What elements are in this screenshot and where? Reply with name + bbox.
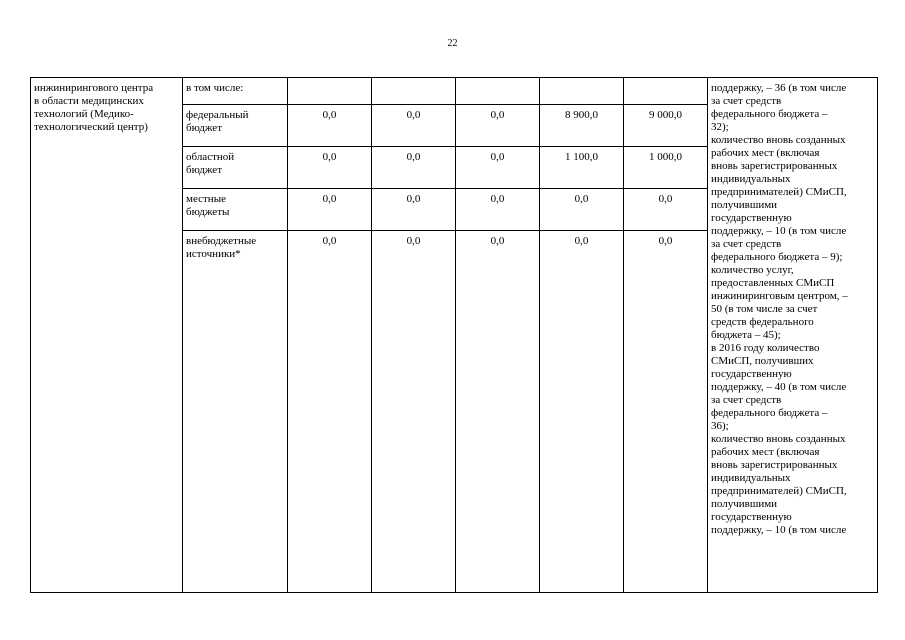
indicator-line: поддержку, – 10 (в том числе bbox=[711, 524, 847, 536]
indicator-line: индивидуальных bbox=[711, 472, 791, 484]
indicator-line: рабочих мест (включая bbox=[711, 147, 820, 159]
funding-source-label bbox=[183, 189, 288, 231]
program-name-cell bbox=[31, 78, 183, 593]
indicator-line: за счет средств bbox=[711, 95, 782, 107]
funding-source-line: в том числе: bbox=[186, 82, 244, 94]
indicator-line: инжиниринговым центром, – bbox=[711, 290, 848, 302]
funding-source-line: местные bbox=[186, 193, 226, 205]
amount-cell: 0,0 bbox=[456, 147, 540, 189]
funding-source-line: внебюджетные bbox=[186, 235, 257, 247]
indicator-line: предоставленных СМиСП bbox=[711, 277, 835, 289]
indicator-line: индивидуальных bbox=[711, 173, 791, 185]
indicator-line: количество вновь созданных bbox=[711, 134, 846, 146]
amount-cell: 0,0 bbox=[288, 147, 372, 189]
amount-cell: 0,0 bbox=[456, 105, 540, 147]
indicator-line: СМиСП, получивших bbox=[711, 355, 814, 367]
amount-cell: 0,0 bbox=[540, 189, 624, 231]
table-row bbox=[31, 78, 878, 105]
indicator-line: поддержку, – 40 (в том числе bbox=[711, 381, 847, 393]
funding-source-line: источники* bbox=[186, 248, 241, 260]
page-number: 22 bbox=[447, 38, 458, 49]
amount-cell bbox=[288, 78, 372, 105]
funding-source-line: областной bbox=[186, 151, 235, 163]
funding-source-label bbox=[183, 147, 288, 189]
amount-cell: 0,0 bbox=[288, 189, 372, 231]
amount-cell: 0,0 bbox=[288, 231, 372, 593]
amount-cell bbox=[540, 78, 624, 105]
program-name-line: в области медицинских bbox=[34, 95, 144, 107]
funding-source-label bbox=[183, 78, 288, 105]
indicator-line: поддержку, – 10 (в том числе bbox=[711, 225, 847, 237]
amount-cell: 0,0 bbox=[288, 105, 372, 147]
indicator-line: 50 (в том числе за счет bbox=[711, 303, 818, 315]
indicator-line: вновь зарегистрированных bbox=[711, 459, 838, 471]
indicator-line: 32); bbox=[711, 121, 729, 133]
indicator-line: средств федерального bbox=[711, 316, 814, 328]
amount-cell: 0,0 bbox=[372, 231, 456, 593]
amount-cell: 0,0 bbox=[540, 231, 624, 593]
amount-cell bbox=[624, 78, 708, 105]
funding-source-label bbox=[183, 105, 288, 147]
indicator-line: рабочих мест (включая bbox=[711, 446, 820, 458]
funding-source-line: бюджет bbox=[186, 164, 222, 176]
indicator-line: в 2016 году количество bbox=[711, 342, 820, 354]
indicator-line: количество вновь созданных bbox=[711, 433, 846, 445]
amount-cell: 0,0 bbox=[372, 147, 456, 189]
indicator-line: бюджета – 45); bbox=[711, 329, 781, 341]
amount-cell bbox=[456, 78, 540, 105]
amount-cell: 0,0 bbox=[456, 231, 540, 593]
amount-cell: 0,0 bbox=[624, 231, 708, 593]
indicator-line: получившими bbox=[711, 199, 778, 211]
indicator-line: предпринимателей) СМиСП, bbox=[711, 186, 847, 198]
indicator-line: вновь зарегистрированных bbox=[711, 160, 838, 172]
indicator-line: за счет средств bbox=[711, 238, 782, 250]
indicator-line: поддержку, – 36 (в том числе bbox=[711, 82, 847, 94]
program-name-line: инжинирингового центра bbox=[34, 82, 154, 94]
funding-source-line: бюджеты bbox=[186, 206, 230, 218]
amount-cell: 1 000,0 bbox=[624, 147, 708, 189]
amount-cell: 9 000,0 bbox=[624, 105, 708, 147]
indicators-cell bbox=[708, 78, 878, 593]
indicator-line: федерального бюджета – bbox=[711, 108, 828, 120]
indicator-line: государственную bbox=[711, 511, 792, 523]
indicator-line: получившими bbox=[711, 498, 778, 510]
indicator-line: государственную bbox=[711, 212, 792, 224]
indicator-line: предпринимателей) СМиСП, bbox=[711, 485, 847, 497]
indicator-line: государственную bbox=[711, 368, 792, 380]
funding-source-line: федеральный bbox=[186, 109, 249, 121]
amount-cell: 8 900,0 bbox=[540, 105, 624, 147]
program-name-line: технологий (Медико- bbox=[34, 108, 134, 120]
amount-cell: 0,0 bbox=[372, 105, 456, 147]
amount-cell: 0,0 bbox=[456, 189, 540, 231]
amount-cell: 0,0 bbox=[372, 189, 456, 231]
amount-cell: 0,0 bbox=[624, 189, 708, 231]
program-name-line: технологический центр) bbox=[34, 121, 148, 133]
indicator-line: 36); bbox=[711, 420, 729, 432]
budget-table bbox=[30, 77, 878, 593]
funding-source-line: бюджет bbox=[186, 122, 222, 134]
funding-source-label bbox=[183, 231, 288, 593]
indicator-line: федерального бюджета – 9); bbox=[711, 251, 843, 263]
indicator-line: федерального бюджета – bbox=[711, 407, 828, 419]
indicator-line: количество услуг, bbox=[711, 264, 794, 276]
amount-cell bbox=[372, 78, 456, 105]
indicator-line: за счет средств bbox=[711, 394, 782, 406]
amount-cell: 1 100,0 bbox=[540, 147, 624, 189]
